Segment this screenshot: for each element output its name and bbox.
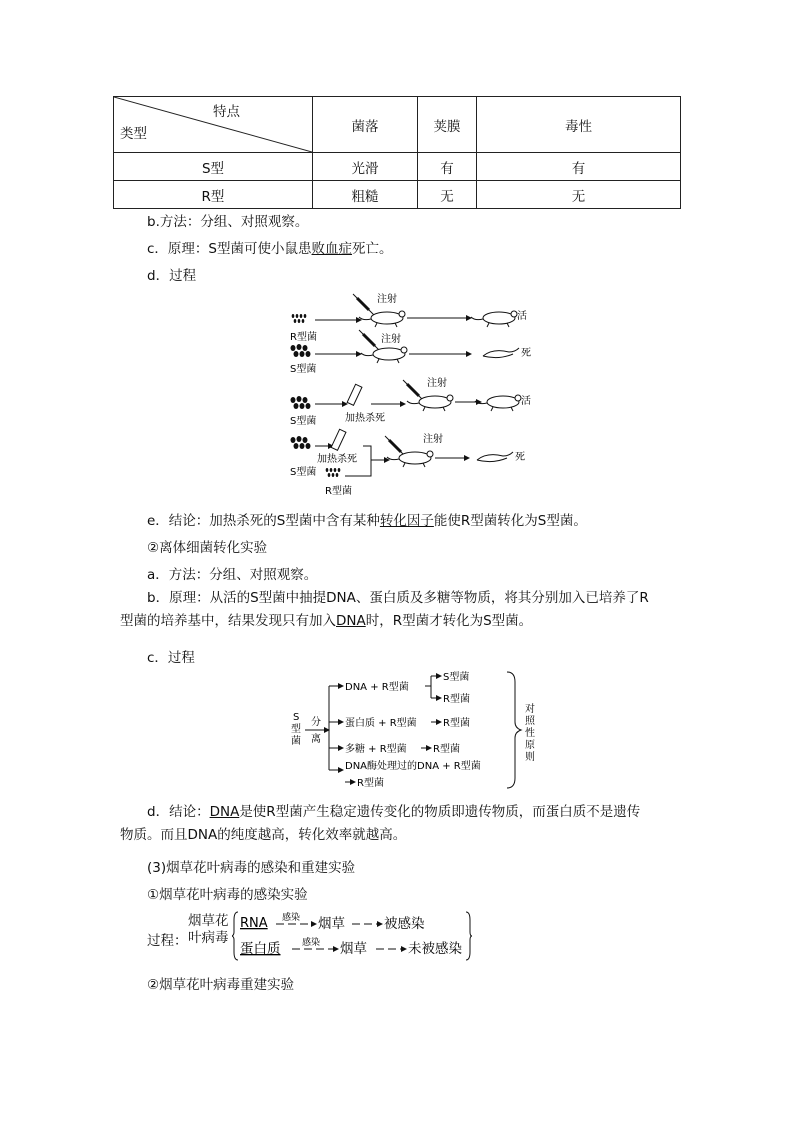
s-bacteria-label: S型菌 [290, 467, 317, 478]
inject-label: 注射 [427, 378, 447, 389]
s-bacteria-icon [291, 396, 311, 409]
infect-label-2: 感染 [302, 938, 321, 948]
separate-label-1: 分 [311, 717, 321, 728]
cell-capsule: 有 [418, 153, 477, 181]
svg-text:型: 型 [291, 724, 301, 735]
output-r-label: R型菌 [443, 694, 470, 705]
header-type-label: 类型 [120, 126, 147, 142]
mouse-icon [359, 311, 405, 327]
mouse-icon [475, 395, 521, 411]
bacteria-comparison-table [113, 96, 681, 209]
output-s-label: S型菌 [443, 672, 470, 683]
tmv-label: 烟草花 叶病毒 [188, 913, 229, 946]
cell-type: R型 [114, 181, 313, 209]
r-bacteria-label: R型菌 [325, 486, 352, 497]
tobacco-label-2: 烟草 [340, 941, 367, 957]
svg-text:照: 照 [525, 716, 535, 727]
rna-label: RNA [240, 916, 268, 931]
cell-type: S型 [114, 153, 313, 181]
tobacco-label-1: 烟草 [318, 916, 345, 932]
table-row [114, 181, 681, 209]
cell-colony: 光滑 [313, 153, 418, 181]
s-bacteria-label: S型菌 [290, 416, 317, 427]
test-tube-icon [347, 384, 362, 405]
mouse-icon [387, 451, 433, 467]
svg-text:则: 则 [525, 752, 535, 763]
dead-mouse-icon [477, 452, 513, 462]
inject-label: 注射 [423, 434, 443, 445]
principle-text: c．原理：S型菌可使小鼠患败血症死亡。 [147, 241, 393, 257]
principle-2-text: b．原理：从活的S型菌中抽提DNA、蛋白质及多糖等物质，将其分别加入已培养了R 型菌的培养基中，结果发现只有加入DNA时，R型菌才转化为S型菌。 [120, 590, 649, 629]
poly-result-label: R型菌 [433, 744, 460, 755]
r-bacteria-label: R型菌 [290, 332, 317, 343]
protein-r-label: 蛋白质 + R型菌 [345, 718, 417, 729]
inject-label: 注射 [381, 334, 401, 345]
infected-label: 被感染 [384, 916, 425, 932]
protein-result-label: R型菌 [443, 718, 470, 729]
avery-experiment-diagram [285, 668, 545, 792]
tmv-infection-diagram [232, 908, 472, 964]
syringe-icon [359, 330, 381, 352]
heat-kill-label: 加热杀死 [345, 413, 385, 424]
syringe-icon [353, 294, 375, 316]
section-3-heading: (3)烟草花叶病毒的感染和重建实验 [147, 860, 356, 876]
sub-3-1-heading: ①烟草花叶病毒的感染实验 [147, 887, 308, 903]
diagonal-header-cell [114, 97, 313, 153]
method-text: b.方法：分组、对照观察。 [147, 214, 309, 230]
dead-mouse-icon [483, 348, 519, 358]
table-row [114, 153, 681, 181]
r-bacteria-icon [326, 468, 341, 477]
heat-kill-label: 加热杀死 [317, 454, 357, 465]
process-heading: d．过程 [147, 268, 197, 284]
process-label: 过程： [147, 933, 188, 949]
dnase-result-label: R型菌 [357, 778, 384, 789]
table-header-row [114, 97, 681, 153]
protein-label: 蛋白质 [240, 941, 281, 957]
column-header-colony: 菌落 [313, 97, 418, 153]
mouse-icon [407, 395, 453, 411]
s-bacteria-label: S型菌 [290, 364, 317, 375]
column-header-toxicity: 毒性 [477, 97, 681, 153]
experiment-2-title: ②离体细菌转化实验 [147, 540, 268, 556]
dnase-r-label: DNA酶处理过的DNA + R型菌 [345, 761, 481, 772]
s-bacteria-label-top: S [293, 712, 300, 723]
s-bacteria-icon [291, 344, 311, 357]
process-2-heading: c．过程 [147, 650, 195, 666]
cell-toxicity: 有 [477, 153, 681, 181]
method-2-text: a．方法：分组、对照观察。 [147, 567, 318, 583]
conclusion-text: e．结论：加热杀死的S型菌中含有某种转化因子能使R型菌转化为S型菌。 [147, 513, 587, 529]
alive-label: 活 [521, 396, 531, 407]
inject-label: 注射 [377, 294, 397, 305]
mouse-icon [471, 311, 517, 327]
conclusion-2-text: d．结论：DNA是使R型菌产生稳定遗传变化的物质即遗传物质，而蛋白质不是遗传 物质。而且DNA的纯度越高，转化效率就越高。 [120, 804, 641, 843]
column-header-capsule: 荚膜 [418, 97, 477, 153]
infect-label-1: 感染 [282, 913, 301, 923]
cell-capsule: 无 [418, 181, 477, 209]
svg-text:菌: 菌 [291, 736, 301, 747]
polysaccharide-r-label: 多糖 + R型菌 [345, 744, 407, 755]
header-feature-label: 特点 [213, 104, 240, 120]
separate-label-2: 离 [311, 734, 321, 745]
dna-r-label: DNA + R型菌 [345, 682, 409, 693]
control-label-1: 对 [525, 704, 535, 715]
cell-toxicity: 无 [477, 181, 681, 209]
not-infected-label: 未被感染 [408, 941, 462, 957]
s-bacteria-icon [291, 436, 311, 449]
griffith-experiment-diagram [285, 290, 555, 500]
r-bacteria-icon [292, 314, 307, 323]
dead-label: 死 [515, 452, 525, 463]
cell-colony: 粗糙 [313, 181, 418, 209]
alive-label: 活 [517, 311, 527, 322]
test-tube-icon [331, 429, 346, 450]
svg-text:性: 性 [525, 728, 535, 739]
dead-label: 死 [521, 348, 531, 359]
sub-3-2-heading: ②烟草花叶病毒重建实验 [147, 977, 295, 993]
mouse-icon [361, 347, 407, 363]
svg-text:原: 原 [525, 740, 535, 751]
